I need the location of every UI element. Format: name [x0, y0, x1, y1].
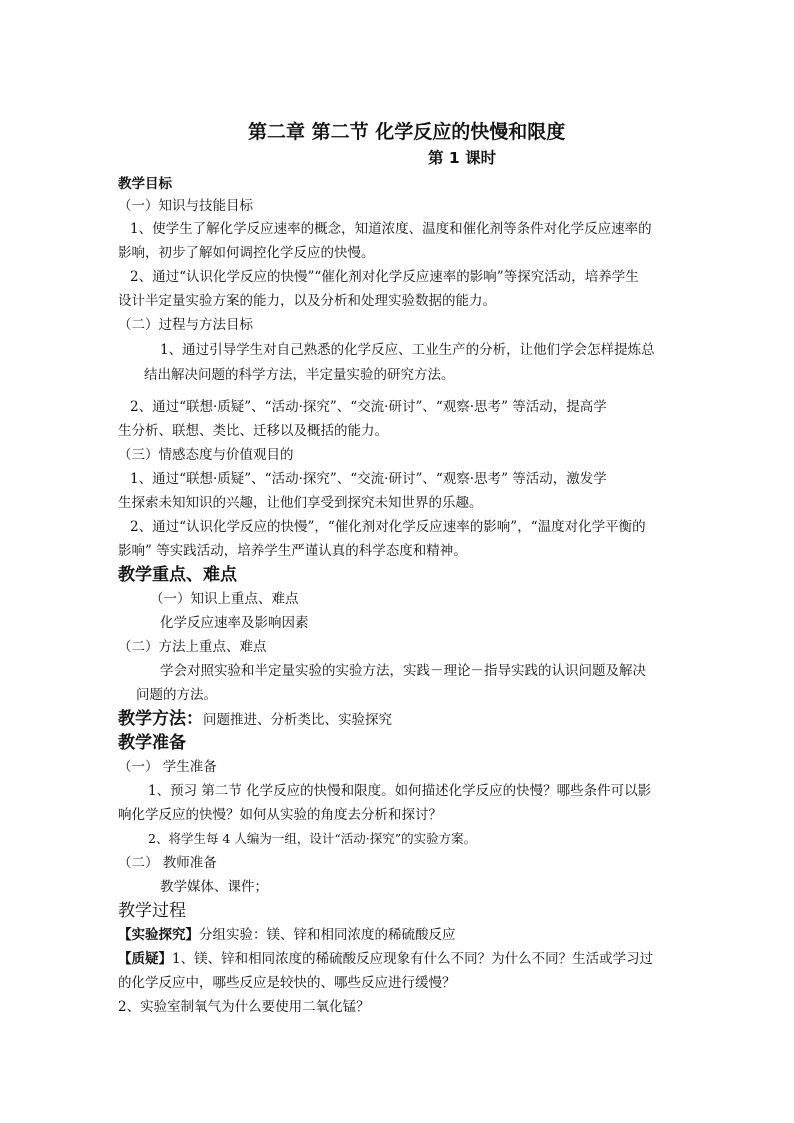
emotion-objective-1-line-1: 1、通过“联想·质疑”、“活动·探究”、“交流·研讨”、“观察·思考” 等活动，激发学	[130, 471, 607, 487]
process-objective-2-line-1: 2、通过“联想·质疑”、“活动·探究”、“交流·研讨”、“观察·思考” 等活动，提高学	[130, 399, 607, 415]
emotion-objective-2-line-1: 2、通过“认识化学反应的快慢”，“催化剂对化学反应速率的影响”，“温度对化学平衡的	[130, 519, 646, 535]
experiment-inquiry-tag: 【实验探究】	[118, 927, 199, 943]
teacher-preparation-text: 教学媒体、课件；	[160, 879, 268, 895]
student-preparation-1-line-1: 1、预习 第二节 化学反应的快慢和限度。如何描述化学反应的快慢？哪些条件可以影	[148, 783, 652, 799]
question-1-line-1	[118, 950, 653, 968]
document-title: 第二章 第二节 化学反应的快慢和限度	[248, 121, 566, 143]
emotion-objective-1-line-2: 生探索未知知识的兴趣，让他们享受到探究未知世界的乐趣。	[118, 495, 483, 511]
method-key-points-line-1: 学会对照实验和半定量实验的实验方法，实践－理论－指导实践的认识问题及解决	[160, 663, 646, 679]
question-1-text: 1、镁、锌和相同浓度的稀硫酸反应现象有什么不同？为什么不同？生活或学习过	[172, 951, 654, 967]
knowledge-objectives-heading: （一）知识与技能目标	[118, 198, 253, 214]
process-objective-1-line-2: 结出解决问题的科学方法，半定量实验的研究方法。	[144, 367, 455, 383]
method-key-points-heading: （二）方法上重点、难点	[118, 639, 267, 655]
student-preparation-2: 2、将学生每 4 人编为一组，设计“活动·探究”的实验方案。	[148, 831, 477, 846]
method-key-points-line-2: 问题的方法。	[136, 687, 217, 703]
key-points-heading: 教学重点、难点	[118, 565, 237, 585]
emotion-objective-2-line-2: 影响” 等实践活动，培养学生严谨认真的科学态度和精神。	[118, 543, 467, 559]
knowledge-key-points-text: 化学反应速率及影响因素	[160, 615, 309, 631]
process-objective-2-line-2: 生分析、联想、类比、迁移以及概括的能力。	[118, 423, 388, 439]
emotion-objectives-heading: （三）情感态度与价值观目的	[118, 447, 294, 463]
question-2: 2、实验室制氧气为什么要使用二氧化锰？	[118, 999, 370, 1015]
knowledge-objective-1-line-2: 影响，初步了解如何调控化学反应的快慢。	[118, 245, 375, 261]
objectives-heading: 教学目标	[118, 176, 172, 192]
preparation-heading: 教学准备	[118, 733, 186, 753]
question-1-line-2: 的化学反应中，哪些反应是较快的、哪些反应进行缓慢？	[118, 975, 456, 991]
student-preparation-heading: （一） 学生准备	[118, 759, 217, 775]
knowledge-key-points-heading: （一）知识上重点、难点	[150, 591, 299, 607]
document-subtitle: 第 1 课时	[428, 149, 497, 167]
teacher-preparation-heading: （二） 教师准备	[118, 855, 217, 871]
knowledge-objective-2-line-2: 设计半定量实验方案的能力，以及分析和处理实验数据的能力。	[118, 293, 496, 309]
process-heading: 教学过程	[118, 901, 186, 921]
teaching-methods	[118, 709, 392, 729]
question-tag: 【质疑】	[118, 951, 172, 967]
student-preparation-1-line-2: 响化学反应的快慢？如何从实验的角度去分析和探讨？	[118, 807, 442, 823]
experiment-inquiry	[118, 926, 456, 944]
teaching-methods-text: 问题推进、分析类比、实验探究	[203, 712, 392, 728]
knowledge-objective-1-line-1: 1、使学生了解化学反应速率的概念，知道浓度、温度和催化剂等条件对化学反应速率的	[130, 221, 652, 237]
process-objective-1-line-1: 1、通过引导学生对自己熟悉的化学反应、工业生产的分析，让他们学会怎样提炼总	[160, 342, 655, 358]
process-objectives-heading: （二）过程与方法目标	[118, 317, 253, 333]
knowledge-objective-2-line-1: 2、通过“认识化学反应的快慢”“催化剂对化学反应速率的影响”等探究活动，培养学生	[130, 269, 639, 285]
teaching-methods-heading: 教学方法：	[118, 709, 203, 729]
experiment-inquiry-text: 分组实验：镁、锌和相同浓度的稀硫酸反应	[199, 927, 456, 943]
